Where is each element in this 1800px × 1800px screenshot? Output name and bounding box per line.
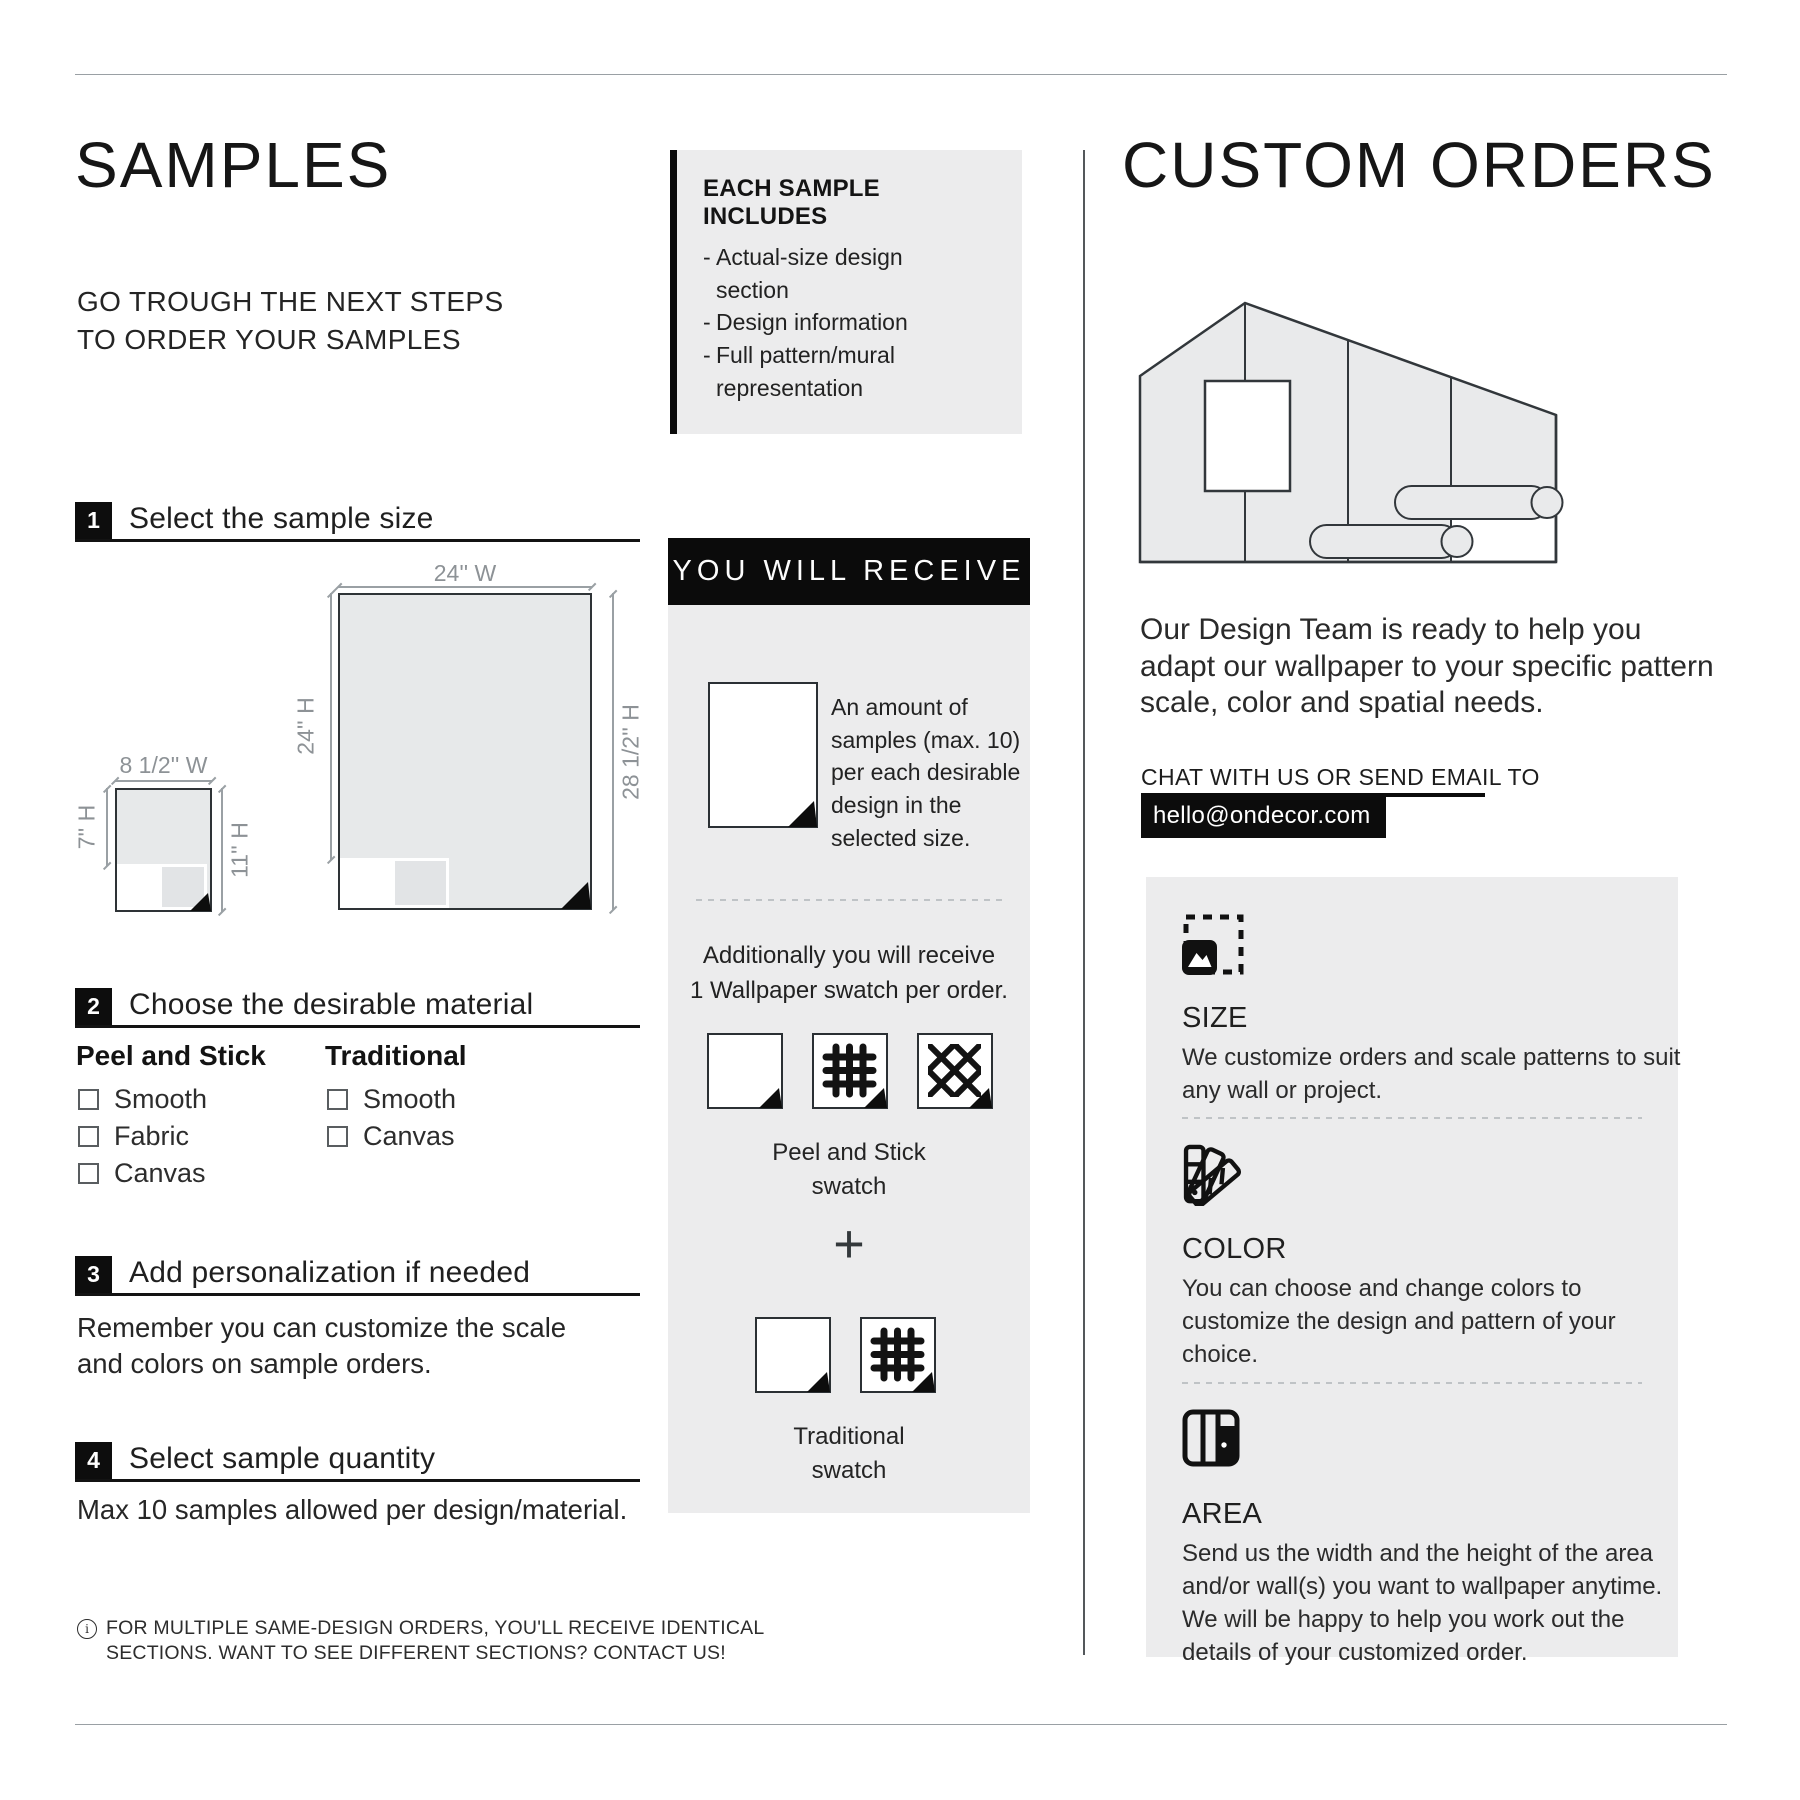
bullet-dash: - [703,244,711,270]
option-label: Canvas [114,1158,206,1188]
option-trad-smooth [327,1084,456,1115]
includes-item-text: Full pattern/mural representation [716,341,895,401]
step3-label: Add personalization if needed [129,1256,531,1289]
step2-label: Choose the desirable material [129,988,534,1021]
custom-orders-title: CUSTOM ORDERS [1122,129,1716,201]
step2-number: 2 [75,988,112,1025]
step4-label: Select sample quantity [129,1442,436,1475]
sample-paper-icon [708,682,818,828]
feature-area-title: AREA [1182,1497,1263,1530]
large-sample-fold-corner [561,879,591,909]
step4-header [75,1442,640,1482]
includes-item [703,339,1010,404]
large-sample-width-label: 24'' W [433,560,497,586]
wall-door-icon [1182,1409,1658,1471]
option-label: Smooth [363,1084,457,1114]
email-badge[interactable]: hello@ondecor.com [1141,797,1386,838]
peel-and-stick-title: Peel and Stick [76,1040,266,1071]
includes-item [703,241,1010,306]
footnote-line2: SECTIONS. WANT TO SEE DIFFERENT SECTIONS? CONTACT US! [106,1642,726,1665]
feature-color-title: COLOR [1182,1233,1287,1266]
bottom-rule [75,1724,1727,1725]
option-peel-smooth [78,1084,207,1115]
small-sample-width-label: 8 1/2'' W [119,752,208,778]
checkbox-peel-fabric[interactable] [78,1126,99,1147]
plus-sign: + [833,1214,865,1274]
small-sample-rect [115,788,212,912]
traditional-title: Traditional [325,1040,467,1071]
each-sample-includes-box [670,150,1022,434]
sample-size-diagram [73,560,644,920]
canvas-crosshatch-swatch-icon [917,1033,993,1109]
dashed-divider [696,899,1002,901]
you-will-receive-banner: YOU WILL RECEIVE [668,538,1030,605]
small-sample-fold-corner [190,890,211,911]
small-sample-left-dim [106,788,108,866]
large-sample-rect [338,593,592,910]
option-peel-canvas [78,1158,206,1189]
option-label: Fabric [114,1121,190,1151]
step3-header [75,1256,640,1296]
bullet-dash: - [703,341,711,368]
design-team-intro: Our Design Team is ready to help you adapt our wallpaper to your specific pattern scale, color and spatial needs. [1140,613,1714,720]
large-sample-right-height-label: 28 1/2'' H [617,704,644,800]
feature-size-text: We customize orders and scale patterns to suit any wall or project. [1182,1044,1681,1105]
footnote [77,1616,764,1667]
small-sample-right-dim [221,788,223,912]
footnote-line1: FOR MULTIPLE SAME-DESIGN ORDERS, YOU'LL RECEIVE IDENTICAL [106,1617,765,1639]
samples-subtitle: GO TROUGH THE NEXT STEPS TO ORDER YOUR SAMPLES [77,286,504,355]
includes-title: EACH SAMPLE INCLUDES [703,175,880,230]
checkbox-trad-canvas[interactable] [327,1126,348,1147]
step1-label: Select the sample size [129,502,434,535]
samples-title: SAMPLES [75,129,392,201]
dashed-divider [1182,1382,1642,1384]
feature-area-text: Send us the width and the height of the area and/or wall(s) you want to wallpaper anytime. We will be happy to help you work out the details of your customized order. [1182,1539,1663,1666]
small-sample-width-dim [115,780,212,782]
includes-item-text: Design information [716,309,908,336]
option-peel-fabric [78,1121,189,1152]
step1-number: 1 [75,502,112,539]
smooth-swatch-icon [755,1317,831,1393]
option-trad-canvas [327,1121,455,1152]
color-swatches-icon [1182,1144,1658,1206]
includes-item [703,306,1010,339]
large-sample-right-dim [612,593,614,910]
smooth-swatch-icon [707,1033,783,1109]
step4-number: 4 [75,1442,112,1479]
house-wallpaper-illustration [1128,296,1572,568]
step1-header [75,502,640,542]
chat-with-us-label: CHAT WITH US OR SEND EMAIL TO [1141,764,1540,790]
traditional-swatch-label: Traditional swatch [793,1423,905,1485]
feature-color-text: You can choose and change colors to customize the design and pattern of your choice. [1182,1275,1616,1369]
fabric-grid-swatch-icon [812,1033,888,1109]
step3-number: 3 [75,1256,112,1293]
vertical-divider [1083,150,1085,1655]
checkbox-peel-canvas[interactable] [78,1163,99,1184]
custom-orders-box [1146,877,1681,1666]
wallpaper-roll-icon [1395,486,1563,519]
checkbox-peel-smooth[interactable] [78,1089,99,1110]
checkbox-trad-smooth[interactable] [327,1089,348,1110]
step2-header [75,988,640,1028]
you-will-receive-box [668,605,1030,1513]
fabric-grid-swatch-icon [860,1317,936,1393]
wallpaper-roll-icon [1310,525,1473,558]
paper-fold-corner [788,798,817,827]
info-icon: i [77,1619,97,1639]
samples-amount-text: An amount of samples (max. 10) per each desirable design in the selected size. [831,694,1021,851]
top-rule [75,74,1727,75]
dashed-divider [1182,1117,1642,1119]
large-sample-left-height-label: 24'' H [292,697,319,755]
option-label: Smooth [114,1084,208,1114]
peel-swatch-label: Peel and Stick swatch [772,1139,926,1201]
step4-description: Max 10 samples allowed per design/material. [77,1494,628,1525]
step3-description: Remember you can customize the scale and colors on sample orders. [77,1312,567,1380]
includes-item-text: Actual-size design section [716,244,903,303]
option-label: Canvas [363,1121,455,1151]
large-sample-width-dim [338,586,592,588]
small-sample-right-height-label: 11'' H [226,822,253,878]
additional-swatch-text: Additionally you will receive 1 Wallpaper swatch per order. [690,942,1008,1004]
feature-size-title: SIZE [1182,1002,1248,1034]
large-sample-left-dim [330,593,332,860]
small-sample-left-height-label: 7'' H [73,804,100,850]
crop-image-icon [1182,913,1658,975]
bullet-dash: - [703,309,711,336]
